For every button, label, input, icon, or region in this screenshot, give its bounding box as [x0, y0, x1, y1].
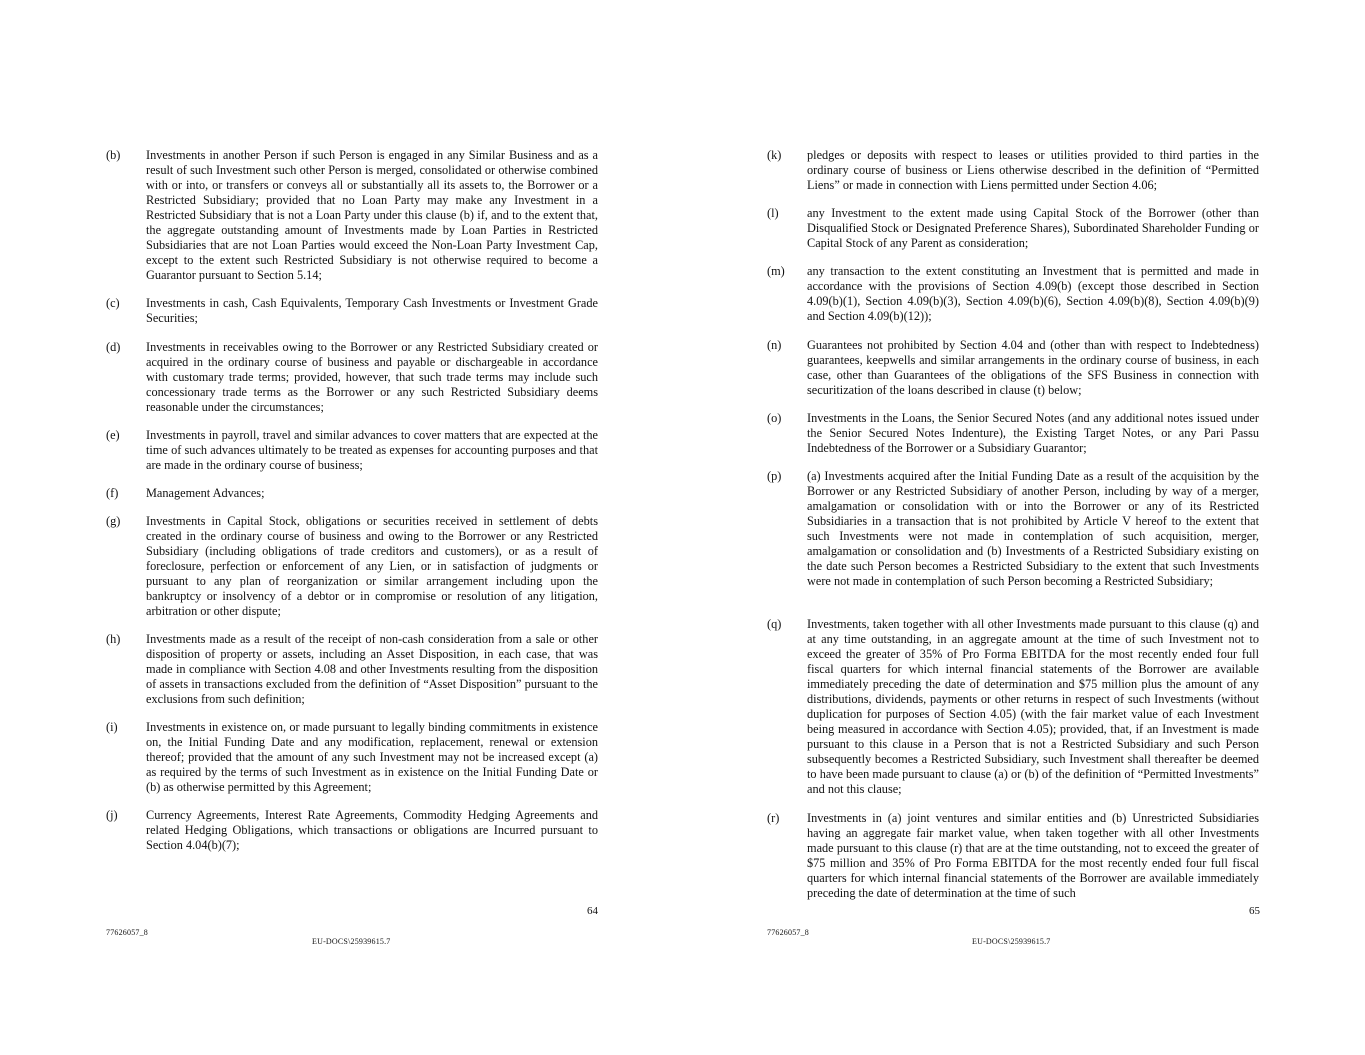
clause-label: (k): [767, 148, 782, 162]
clause-label: (d): [106, 340, 121, 354]
page-number: 64: [587, 905, 598, 917]
clause-text: Investments in payroll, travel and similar advances to cover matters that are expected at the time of such advances ultimately to be treated as expenses for accounting purposes and that are made in the ordinary course of business;: [146, 428, 598, 472]
clause-label: (c): [106, 296, 120, 310]
clause-text: Investments in another Person if such Person is engaged in any Similar Business and as a result of such Investment such other Person is merged, consolidated or otherwise combined with or into, or transfers or conveys all or substantially all its assets to, the Borrower or a Restricted Subsidiary; provided that no Loan Party may make any Investment in a Restricted Subsidiary that is not a Loan Party under this clause (b) if, and to the extent that, the aggregate outstanding amount of Investments made by Loan Parties in Restricted Subsidiaries that are not Loan Parties would exceed the Non-Loan Party Investment Cap, except to the extent such Restricted Subsidiary is not otherwise required to become a Guarantor pursuant to Section 5.14;: [146, 148, 598, 282]
clause-k: [767, 148, 1259, 193]
clause-q: [767, 617, 1259, 797]
clause-text: (a) Investments acquired after the Initial Funding Date as a result of the acquisition by the Borrower or any Restricted Subsidiary of another Person, including by way of a merger, amalgamation or consolidation with or into the Borrower or any of its Restricted Subsidiaries in a transaction that is not prohibited by Article V hereof to the extent that such Investments were not made in contemplation of such acquisition, merger, amalgamation or consolidation and (b) Investments of a Restricted Subsidiary existing on the date such Person becomes a Restricted Subsidiary to the extent that such Investments were not made in contemplation of such Person becoming a Restricted Subsidiary;: [807, 469, 1259, 588]
clause-text: Investments in cash, Cash Equivalents, Temporary Cash Investments or Investment Grade Securities;: [146, 296, 598, 325]
clause-text: Investments, taken together with all other Investments made pursuant to this clause (q) and at any time outstanding, in an aggregate amount at the time of such Investment not to exceed the greater of 35% of Pro Forma EBITDA for the most recently ended four full fiscal quarters for which internal financial statements of the Borrower are available immediately preceding the date of determination and $75 million plus the amount of any distributions, dividends, payments or other returns in respect of such Investments (without duplication for purposes of Section 4.05) (with the fair market value of each Investment being measured in accordance with Section 4.05); provided, that, if an Investment is made pursuant to this clause in a Person that is not a Restricted Subsidiary and such Person subsequently becomes a Restricted Subsidiary, such Investment shall thereafter be deemed to have been made pursuant to clause (a) or (b) of the definition of “Permitted Investments” and not this clause;: [807, 617, 1259, 796]
clause-text: Investments in Capital Stock, obligations or securities received in settlement of debts created in the ordinary course of business and owing to the Borrower or any Restricted Subsidiary (including obligations of trade creditors and customers), or as a result of foreclosure, perfection or enforcement of any Lien, or in satisfaction of judgments or pursuant to any plan of reorganization or similar arrangement including upon the bankruptcy or insolvency of a debtor or in compromise or resolution of any litigation, arbitration or other dispute;: [146, 514, 598, 618]
clause-label: (m): [767, 264, 785, 278]
clause-label: (q): [767, 617, 782, 631]
clause-m: [767, 264, 1259, 324]
clause-e: [106, 428, 598, 473]
document-id: 77626057_8: [106, 928, 148, 937]
clause-r: [767, 811, 1259, 901]
page-number: 65: [1249, 905, 1260, 917]
clause-label: (g): [106, 514, 121, 528]
clause-f: [106, 486, 598, 501]
clause-d: [106, 340, 598, 415]
clause-text: Investments in receivables owing to the Borrower or any Restricted Subsidiary created or acquired in the ordinary course of business and payable or dischargeable in accordance with customary trade terms; provided, however, that such trade terms may include such concessionary trade terms as the Borrower or any such Restricted Subsidiary deems reasonable under the circumstances;: [146, 340, 598, 414]
clause-text: Investments in (a) joint ventures and similar entities and (b) Unrestricted Subsidiaries having an aggregate fair market value, when taken together with all other Investments made pursuant to this clause (r) that are at the time outstanding, not to exceed the greater of $75 million and 35% of Pro Forma EBITDA for the most recently ended four full fiscal quarters for which internal financial statements of the Borrower are available immediately preceding the date of determination at the time of such: [807, 811, 1259, 900]
clause-text: any Investment to the extent made using Capital Stock of the Borrower (other than Disqualified Stock or Designated Preference Shares), Subordinated Shareholder Funding or Capital Stock of any Parent as consideration;: [807, 206, 1259, 250]
clause-label: (n): [767, 338, 782, 352]
clause-i: [106, 720, 598, 795]
clause-label: (j): [106, 808, 118, 822]
clause-text: any transaction to the extent constituting an Investment that is permitted and made in accordance with the provisions of Section 4.09(b) (except those described in Section 4.09(b)(1), Section 4.09(b)(3), Section 4.09(b)(6), Section 4.09(b)(8), Section 4.09(b)(9) and Section 4.09(b)(12));: [807, 264, 1259, 323]
clause-text: Guarantees not prohibited by Section 4.04 and (other than with respect to Indebtedness) guarantees, keepwells and similar arrangements in the ordinary course of business, in each case, other than Guarantees of the obligations of the SFS Business in connection with securitization of the loans described in clause (t) below;: [807, 338, 1259, 397]
clause-text: Investments in existence on, or made pursuant to legally binding commitments in existence on, the Initial Funding Date and any modification, replacement, renewal or extension thereof; provided that the amount of any such Investment may not be increased except (a) as required by the terms of such Investment as in existence on the Initial Funding Date or (b) as otherwise permitted by this Agreement;: [146, 720, 598, 794]
clause-label: (l): [767, 206, 779, 220]
clause-label: (i): [106, 720, 118, 734]
clause-label: (e): [106, 428, 120, 442]
document-reference: EU-DOCS\25939615.7: [972, 937, 1051, 946]
clause-l: [767, 206, 1259, 251]
clause-label: (o): [767, 411, 782, 425]
clause-text: Investments in the Loans, the Senior Secured Notes (and any additional notes issued under the Senior Secured Notes Indenture), the Existing Target Notes, or any Pari Passu Indebtedness of the Borrower or a Subsidiary Guarantor;: [807, 411, 1259, 455]
clause-label: (p): [767, 469, 782, 483]
clause-p: [767, 469, 1259, 589]
left-page: [0, 0, 682, 1055]
clause-label: (b): [106, 148, 121, 162]
clause-label: (h): [106, 632, 121, 646]
clause-b: [106, 148, 598, 283]
clause-text: Management Advances;: [146, 486, 265, 500]
clause-g: [106, 514, 598, 619]
right-page: [682, 0, 1365, 1055]
document-id: 77626057_8: [767, 928, 809, 937]
clause-c: [106, 296, 598, 326]
clause-h: [106, 632, 598, 707]
clause-label: (r): [767, 811, 780, 825]
clause-text: pledges or deposits with respect to leases or utilities provided to third parties in the ordinary course of business or Liens otherwise described in the definition of “Permitted Liens” or made in connection with Liens permitted under Section 4.06;: [807, 148, 1259, 192]
clause-text: Currency Agreements, Interest Rate Agreements, Commodity Hedging Agreements and related Hedging Obligations, which transactions or obligations are Incurred pursuant to Section 4.04(b)(7);: [146, 808, 598, 852]
clause-label: (f): [106, 486, 119, 500]
clause-n: [767, 338, 1259, 398]
clause-j: [106, 808, 598, 853]
clause-o: [767, 411, 1259, 456]
document-reference: EU-DOCS\25939615.7: [312, 937, 391, 946]
clause-text: Investments made as a result of the receipt of non-cash consideration from a sale or other disposition of property or assets, including an Asset Disposition, in each case, that was made in compliance with Section 4.08 and other Investments resulting from the disposition of assets in transactions excluded from the definition of “Asset Disposition” pursuant to the exclusions from such definition;: [146, 632, 598, 706]
